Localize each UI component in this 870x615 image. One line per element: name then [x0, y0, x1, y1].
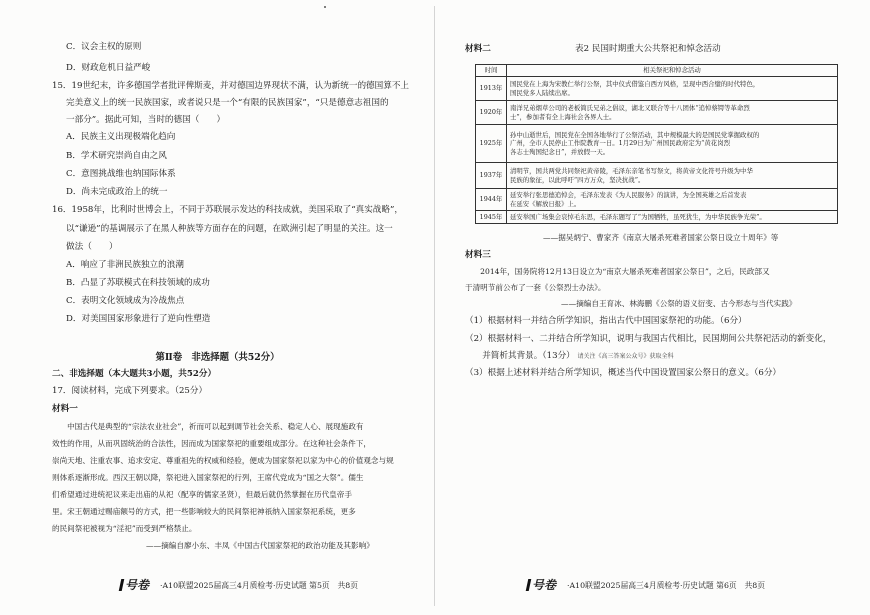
q17-heading: 17．阅读材料，完成下列要求。（25分）: [52, 386, 208, 396]
material1-line: 效性的作用，从而巩固统治的合法性，因而成为国家祭祀的重要组成部分。在这种社会条件下，: [52, 439, 371, 448]
material1-line: 的民间祭祀被视为“淫祀”而受到严格禁止。: [52, 524, 197, 533]
page-footer: ·A10联盟2025届高三4月质检考·历史试题 第5页 共8页: [160, 581, 359, 590]
q15-stem-2: 完美意义上的统一民族国家，或者说只是一个“有限的民族国家”，“只是德意志祖国的: [66, 98, 389, 108]
table-row: [476, 211, 838, 224]
table-row: [476, 163, 838, 189]
logo-text: 号卷: [125, 578, 150, 592]
material1-line: 中国古代是典型的“宗法农业社会”，祈而可以起到调节社会关系、稳定人心、展现施政有: [52, 422, 364, 431]
row-event-line: 孙中山逝世后，国民党在全国各地举行了公祭活动，其中规模最大的是国民党掌握政权的: [510, 130, 760, 139]
q15-stem-3: 一部分”。据此可知，当时的德国（ ）: [66, 115, 226, 125]
table-header-event: 相关祭祀和悼念活动: [507, 65, 838, 77]
row-event: [507, 101, 838, 125]
row-year: 1925年: [476, 125, 507, 163]
right-page: [435, 0, 870, 615]
table-row: [476, 77, 838, 101]
material1-line: 则体系逐渐形成。西汉王朝以降，祭祀进入国家祭祀的行列，王席代党成为“国之大祭”。儒生: [52, 473, 364, 482]
row-event-line: 国民党在上海为宋教仁举行公祭，其中仪式借鉴自西方风格，呈现中西合璧的时代特色，: [510, 79, 760, 88]
q16-option-d: D．对美国国家形象进行了逆向性塑造: [66, 314, 211, 324]
qr-promo-tag: 请关注《高三答案公众号》获取全科: [577, 353, 674, 360]
page-footer: ·A10联盟2025届高三4月质检考·历史试题 第6页 共8页: [567, 581, 766, 590]
table-header-row: [476, 65, 838, 77]
row-year: 1920年: [476, 101, 507, 125]
question-1: （1）根据材料一并结合所学知识，指出古代中国国家祭祀的功能。（6分）: [465, 316, 747, 326]
question-2: （2）根据材料一、二并结合所学知识，说明与我国古代相比，民国期间公共祭祀活动的新变化，: [465, 334, 832, 344]
q14-option-c: C．议会主权的原则: [66, 42, 142, 52]
material3-line: 于清明节前公布了一套《公祭烈士办法》。: [465, 283, 606, 292]
events-table: [475, 64, 838, 224]
section-subtitle: 二、非选择题（本大题共3小题，共52分）: [52, 369, 217, 379]
material3-source: ——摘编自王育冰、林海鹏《公祭的语义衍变、古今形态与当代实践》: [561, 299, 797, 308]
q16-stem-2: 以“谦逊”的基调展示了在黑人种族等方面存在的问题，在欧洲引起了明显的关注。这一: [66, 224, 393, 234]
q14-option-d: D．财政危机日益严峻: [66, 63, 151, 73]
brand-logo: [527, 578, 556, 592]
question-2-cont: [465, 351, 674, 362]
row-event: [507, 163, 838, 189]
q15-option-a: A．民族主义出现极端化趋向: [66, 132, 176, 142]
q15-option-c: C．意图挑战维也纳国际体系: [66, 169, 176, 179]
row-event-line: 广州，全市人民停止工作院教育一日。1月29日为广州国民政府定为“黄花岗烈: [510, 139, 730, 148]
material2-title: 材料二: [465, 44, 491, 54]
q16-stem-1: 16．1958年，比利时世博会上，不同于苏联展示发达的科技成就，美国采取了“真实战略”，: [52, 205, 403, 215]
material1-source: ——摘编自廖小东、丰凤《中国古代国家祭祀的政治功能及其影响》: [146, 541, 374, 550]
section-title: 第Ⅱ卷 非选择题（共52分）: [155, 352, 280, 363]
question-3: （3）根据上述材料并结合所学知识，概述当代中国设置国家公祭日的意义。（6分）: [465, 368, 782, 378]
q16-stem-3: 做法（ ）: [66, 242, 118, 252]
row-year: 1937年: [476, 163, 507, 189]
row-year: 1944年: [476, 189, 507, 211]
q15-option-d: D．尚未完成政治上的统一: [66, 187, 168, 197]
table-caption: 表2 民国时期重大公共祭祀和悼念活动: [575, 44, 721, 54]
q16-option-b: B．凸显了苏联模式在科技领域的成功: [66, 278, 210, 288]
q16-option-a: A．响应了非洲民族独立的浪潮: [66, 260, 184, 270]
row-year: 1913年: [476, 77, 507, 101]
material1-title: 材料一: [52, 404, 78, 414]
q15-stem-1: 15．19世纪末，许多德国学者批评俾斯麦，并对德国边界现状不满，认为新统一的德国算不上: [52, 81, 410, 91]
logo-text: 号卷: [532, 578, 557, 592]
brand-logo: [120, 578, 149, 592]
logo-mark: [526, 579, 532, 591]
material1-line: 崇尚天地、注重农事、追求安定、尊重祖先的权威和经验，便成为国家祭祀以家为中心的价值观念与规: [52, 456, 394, 465]
row-event: [507, 211, 838, 224]
table-row: [476, 101, 838, 125]
q16-option-c: C．表明文化领域成为冷战焦点: [66, 296, 185, 306]
table-row: [476, 125, 838, 163]
row-event-line: 南洋兄弟烟草公司的老板简氏兄弟之倡议，湖北又联合等十八团体“追悼蔡锷等革命烈: [510, 103, 750, 112]
row-event-line: 民族的象征，以此呼吁“四方万众，坚决抗战”。: [510, 175, 645, 184]
row-event-line: 延安举行张思德追悼会，毛泽东发表《为人民服务》的演讲，为全国英雄之后首发表: [510, 190, 747, 199]
material1-line: 们希望通过进统祀议来走出庙的从祀（配享的儒家圣贤），但最后就仍然掌握在历代皇帝手: [52, 490, 352, 499]
material3-title: 材料三: [465, 250, 491, 260]
row-event-line: 清明节，国共两党共同祭祀黄帝陵，毛泽东亲笔书写祭文，将黄帝文化符号升级为中华: [510, 166, 753, 175]
row-event-line: 延安举国广场集会哀悼毛东思，毛泽东题写了“为国牺牲，虽死犹生，为中华民族争光荣”。: [510, 212, 766, 221]
row-event-line: 士”，参加者有全上海社会各界人士。: [510, 112, 616, 121]
row-year: 1945年: [476, 211, 507, 224]
material3-line: 2014年，国务院将12月13日设立为“南京大屠杀死难者国家公祭日”，之后，民政部又: [465, 267, 770, 276]
question-2-cont-text: 并简析其背景。（13分）: [465, 351, 575, 361]
q15-option-b: B．学术研究崇尚自由之风: [66, 151, 167, 161]
logo-mark: [119, 579, 125, 591]
material1-line: 里。宋王朝通过赐庙额号的方式，把一些影响较大的民间祭祀神祇纳入国家祭祀系统，更多: [52, 507, 356, 516]
row-event: [507, 189, 838, 211]
material2-source: ——据吴炳宁、曹家齐《南京大屠杀死难者国家公祭日设立十周年》等: [543, 233, 779, 242]
row-event: [507, 77, 838, 101]
row-event-line: 各志士殉国纪念日”，并放假一天。: [510, 147, 610, 156]
table-header-year: 时间: [476, 65, 507, 77]
row-event-line: 国民党多人陆续出席。: [510, 88, 574, 97]
table-row: [476, 189, 838, 211]
row-event: [507, 125, 838, 163]
row-event-line: 在延安《解放日报》上。: [510, 199, 581, 208]
